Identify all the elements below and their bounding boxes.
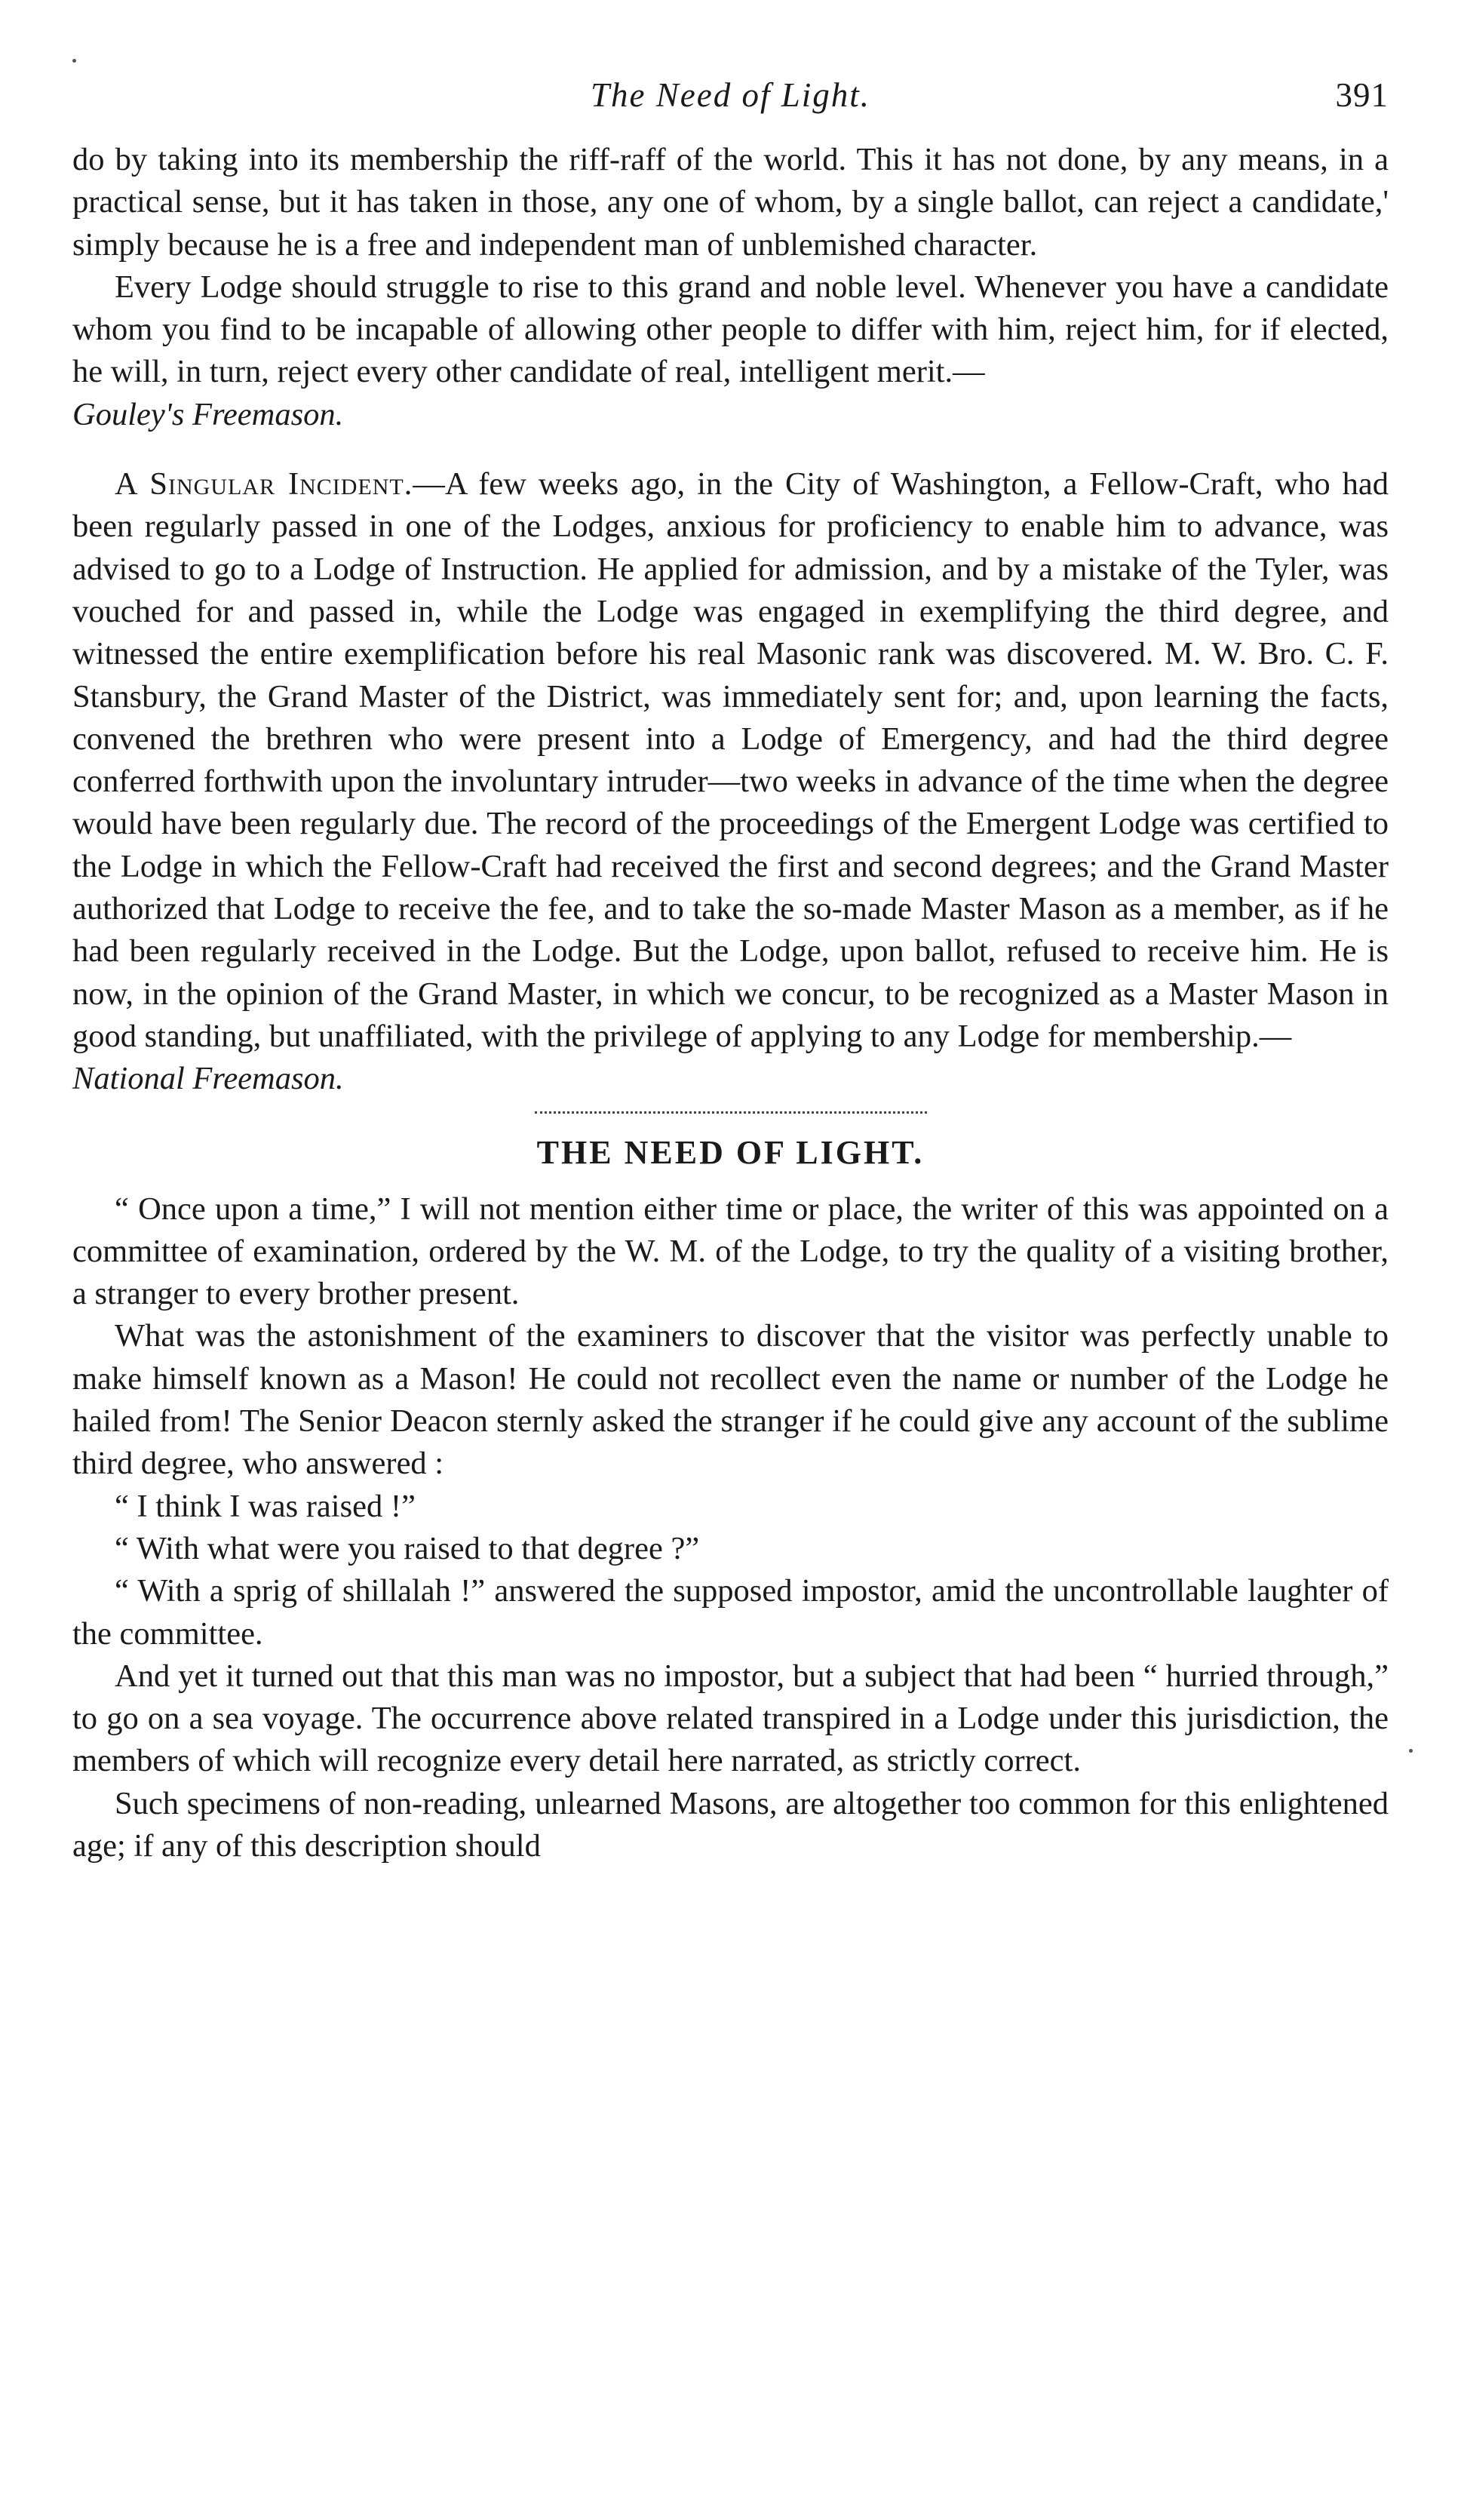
dialogue-line: “ With what were you raised to that degree ?” <box>115 1530 700 1566</box>
incident-body: —A few weeks ago, in the City of Washington, a Fellow-Craft, who had been regularly passed in one of the Lodges, anxious for proficiency to enable him to advance, was advised to go to a Lodge of Instruction. He applied for admission, and by a mistake of the Tyler, was vouched for and passed in, while the Lodge was engaged in exemplifying the third degree, and witnessed the entire exemplification before his real Masonic rank was discovered. M. W. Bro. C. F. Stansbury, the Grand Master of the District, was immediately sent for; and, upon learning the facts, convened the brethren who were present into a Lodge of Emergency, and had the third degree conferred forthwith upon the involuntary intruder—two weeks in advance of the time when the degree would have been regularly due. The record of the proceedings of the Emergent Lodge was certified to the Lodge in which the Fellow-Craft had received the first and second degrees; and the Grand Master authorized that Lodge to receive the fee, and to take the so-made Master Mason as a member, as if he had been regularly received in the Lodge. But the Lodge, upon ballot, refused to receive him. He is now, in the opinion of the Grand Master, in which we concur, to be recognized as a Master Mason in good standing, but unaffiliated, with the privilege of applying to any Lodge for membership.— <box>72 466 1389 1054</box>
running-head <box>72 75 1389 121</box>
section-paragraph: “ Once upon a time,” I will not mention either time or place, the writer of this was appointed on a committee of examination, ordered by the W. M. of the Lodge, to try the quality of a visiting brother, a stranger to every brother present. <box>72 1191 1389 1312</box>
spacer <box>72 436 1389 463</box>
paragraph-continuation: do by taking into its membership the riff-raff of the world. This it has not done, by any means, in a practical sense, but it has taken in those, any one of whom, by a single ballot, can reject a candidate,' simply because he is a free and independent man of unblemished character. <box>72 142 1389 263</box>
paragraph-every-lodge-text: Every Lodge should struggle to rise to this grand and noble level. Whenever you have a candidate whom you find to be incapable of allowing other people to differ with him, reject him, for if elected, he will, in turn, reject every other candidate of real, intelligent merit.— <box>72 269 1389 390</box>
paragraph-every-lodge <box>72 266 1389 436</box>
source-gouley: Gouley's Freemason. <box>72 396 344 432</box>
incident-lead: A Singular Incident. <box>115 466 413 502</box>
print-speck <box>1409 1749 1413 1753</box>
source-national-freemason: National Freemason. <box>72 1061 344 1097</box>
section-paragraph: What was the astonishment of the examiners to discover that the visitor was perfectly unable to make himself known as a Mason! He could not recollect even the name or number of the Lodge he hailed from! The Senior Deacon sternly asked the stranger if he could give any account of the sublime third degree, who answered : <box>72 1318 1389 1482</box>
dialogue-line: “ I think I was raised !” <box>115 1488 416 1524</box>
page-number: 391 <box>1335 76 1389 114</box>
section-paragraph: And yet it turned out that this man was no impostor, but a subject that had been “ hurried through,” to go on a sea voyage. The occurrence above related transpired in a Lodge under this jurisdiction, the members of which will recognize every detail here narrated, as strictly correct. <box>72 1658 1389 1779</box>
section-heading: THE NEED OF LIGHT. <box>536 1133 925 1171</box>
section-divider <box>535 1111 927 1114</box>
section-paragraph: “ With a sprig of shillalah !” answered the supposed impostor, amid the uncontrollable laughter of the committee. <box>72 1573 1389 1652</box>
running-title: The Need of Light. <box>591 76 870 114</box>
print-speck <box>72 59 76 63</box>
paragraph-singular-incident <box>72 463 1389 1100</box>
section-paragraph: Such specimens of non-reading, unlearned Masons, are altogether too common for this enlightened age; if any of this description should <box>72 1785 1389 1864</box>
